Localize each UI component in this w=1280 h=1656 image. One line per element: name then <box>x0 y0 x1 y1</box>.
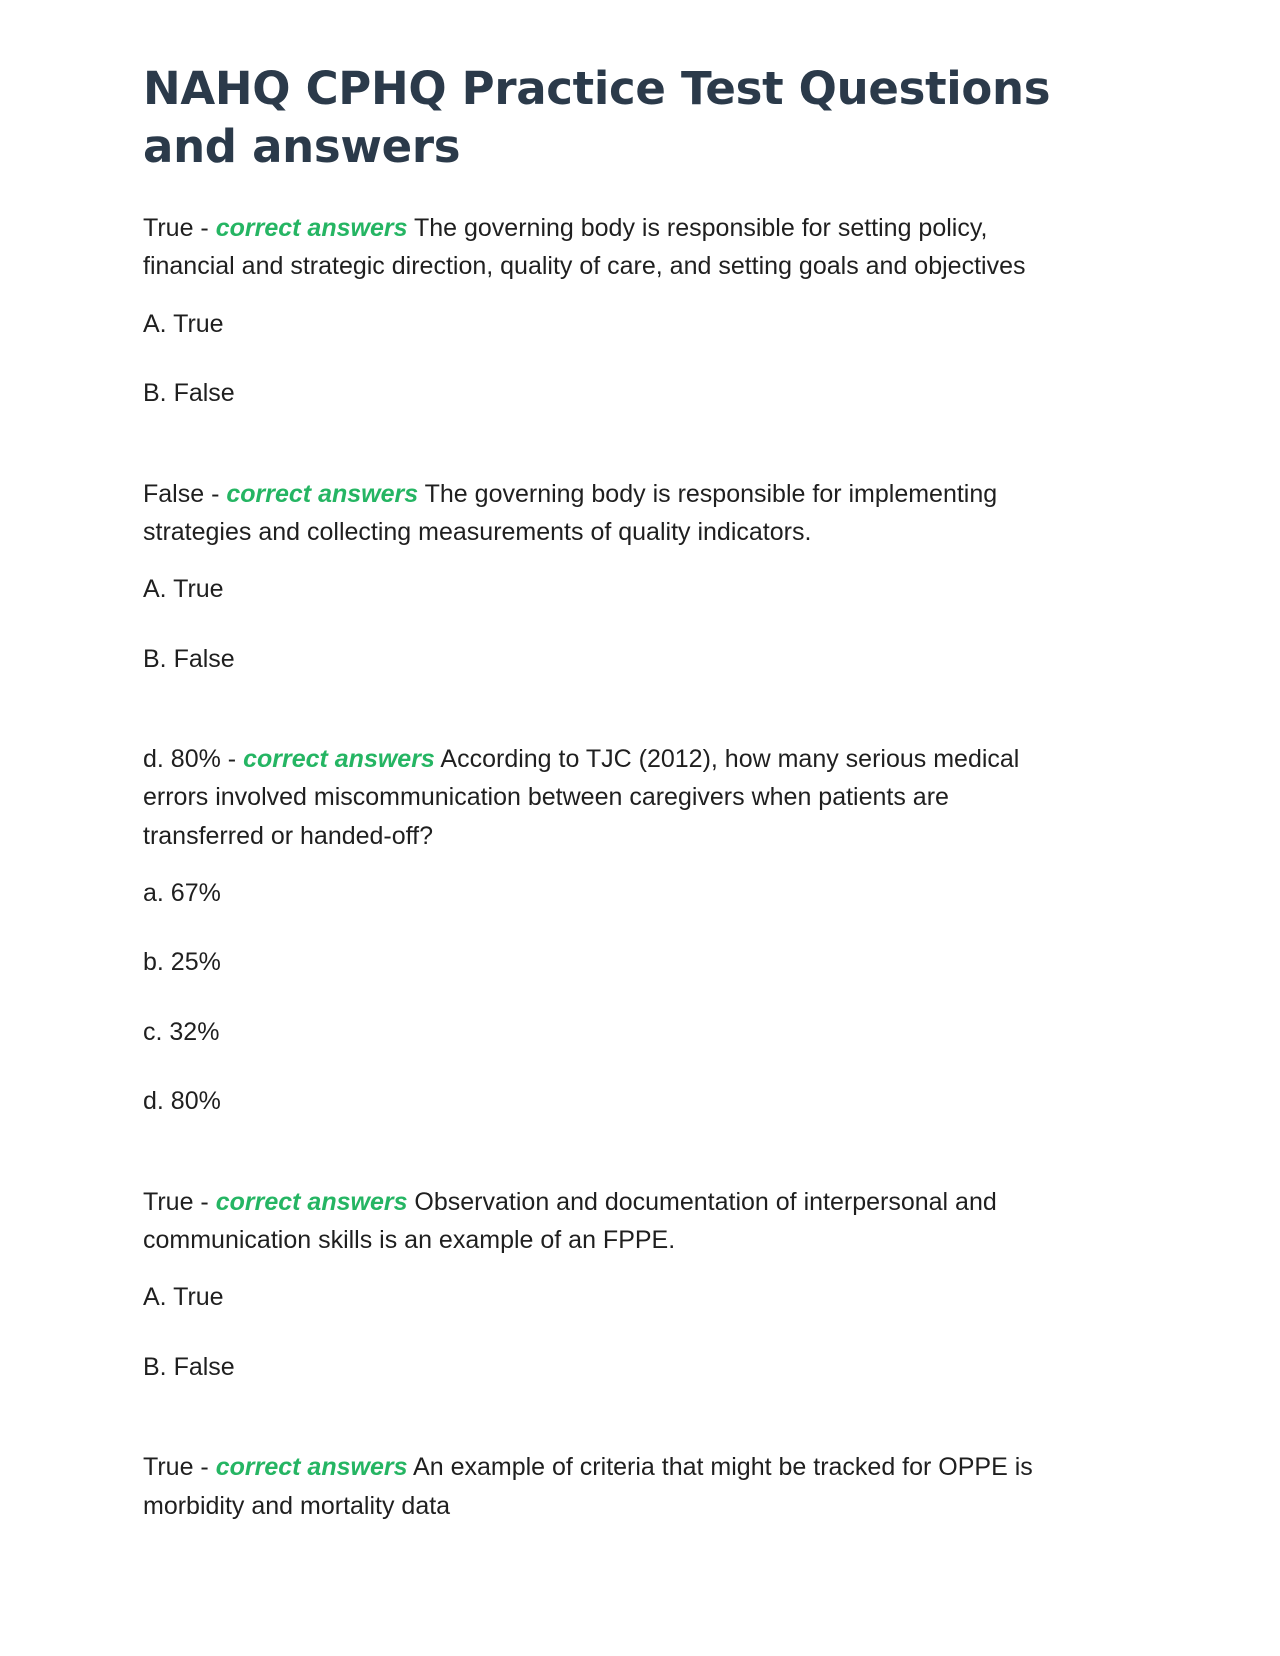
correct-answer-tag: correct answers <box>215 1453 408 1482</box>
answer-prefix: True - <box>143 1453 216 1482</box>
answer-prefix: d. 80% - <box>143 745 244 774</box>
qa-block-5 <box>143 1448 1140 1525</box>
qa-block-4 <box>143 1183 1140 1387</box>
question-text: The governing body is responsible for setting policy, financial and strategic direction, quality of care, and setting goals and objectives <box>143 214 1026 281</box>
choice-item: d. 80% <box>143 1087 221 1116</box>
answer-prefix: True - <box>143 1187 216 1216</box>
choice-item: c. 32% <box>143 1017 220 1046</box>
qa-block-3 <box>143 740 1140 1121</box>
answer-prefix: False - <box>143 479 227 508</box>
question-text: The governing body is responsible for implementing strategies and collecting measurements of quality indicators. <box>143 479 998 546</box>
choice-item: A. True <box>143 1283 224 1312</box>
correct-answer-tag: correct answers <box>226 479 419 508</box>
page-title: NAHQ CPHQ Practice Test Questions and answers <box>143 62 1051 173</box>
choice-item: b. 25% <box>143 948 221 977</box>
choice-item: a. 67% <box>143 878 221 907</box>
answer-prefix: True - <box>143 214 216 243</box>
choice-item: B. False <box>143 1352 235 1381</box>
correct-answer-tag: correct answers <box>243 745 435 774</box>
question-line <box>143 475 1048 552</box>
choice-item: B. False <box>143 379 235 408</box>
question-text: According to TJC (2012), how many serious medical errors involved miscommunication between caregivers when patients are transferred or handed-off? <box>143 745 1020 850</box>
qa-block-1 <box>143 209 1140 413</box>
question-text: An example of criteria that might be tracked for OPPE is morbidity and mortality data <box>143 1453 1033 1520</box>
choice-item: A. True <box>143 309 224 338</box>
question-text: Observation and documentation of interpersonal and communication skills is an example of an FPPE. <box>143 1187 997 1255</box>
correct-answer-tag: correct answers <box>215 214 408 243</box>
question-line <box>143 1448 1048 1525</box>
choice-item: A. True <box>143 575 224 604</box>
correct-answer-tag: correct answers <box>215 1187 408 1216</box>
question-line <box>143 1183 1048 1260</box>
question-line <box>143 209 1048 286</box>
choice-item: B. False <box>143 644 235 673</box>
qa-block-2 <box>143 475 1140 679</box>
question-line <box>143 740 1048 855</box>
